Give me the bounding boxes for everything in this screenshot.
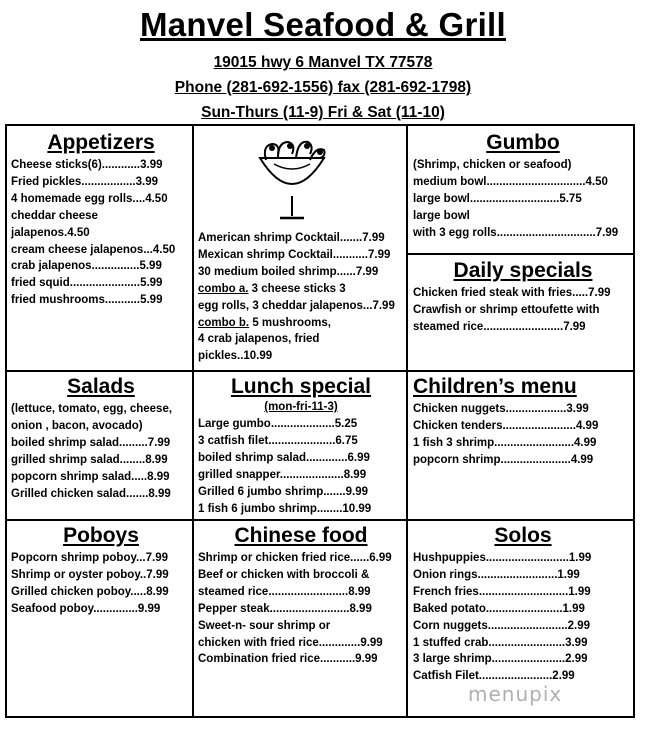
childrens-menu-title: Children’s menu	[413, 375, 577, 398]
menu-item: French fries............................1.99	[413, 585, 591, 598]
menu-item: 30 medium boiled shrimp......7.99	[198, 265, 379, 278]
lunch-special-hours: (mon-fri-11-3)	[264, 401, 338, 413]
menu-item: Corn nuggets.........................2.99	[413, 619, 591, 632]
grid-divider	[5, 370, 635, 372]
menu-item: pickles..10.99	[198, 350, 273, 363]
lunch-special-title: Lunch special	[230, 375, 372, 398]
salads-title: Salads	[67, 375, 135, 398]
menu-item: Mexican shrimp Cocktail...........7.99	[198, 248, 391, 261]
menu-item: Grilled chicken poboy.....8.99	[11, 585, 169, 598]
menu-item: medium bowl...............................4.50	[413, 175, 608, 188]
menu-item: Beef or chicken with broccoli &	[198, 568, 370, 581]
menu-item: Shrimp or oyster poboy..7.99	[11, 568, 169, 581]
menu-item: onion , bacon, avocado)	[11, 419, 143, 432]
restaurant-phone: Phone (281-692-1556) fax (281-692-1798)	[174, 79, 472, 96]
menu-item: Grilled 6 jumbo shrimp.......9.99	[198, 485, 368, 498]
menu-item: large bowl............................5.75	[413, 192, 582, 205]
menu-item: grilled shrimp salad........8.99	[11, 453, 168, 466]
menu-item: 1 fish 3 shrimp.........................4.99	[413, 436, 597, 449]
childrens-menu-section	[413, 375, 633, 469]
menu-item: Catfish Filet.......................2.99	[413, 670, 575, 683]
menu-item: cheddar cheese	[11, 209, 98, 222]
menu-item: (lettuce, tomato, egg, cheese,	[11, 403, 173, 415]
menu-item: Chicken nuggets...................3.99	[413, 403, 589, 415]
menu-item: 1 stuffed crab........................3.99	[413, 636, 588, 649]
menu-item: Chicken tenders.......................4.99	[413, 419, 599, 432]
menu-item: steamed rice.........................8.99	[198, 585, 371, 598]
combo-b-text: 5 mushrooms,	[249, 316, 331, 329]
menu-item: Crawfish or shrimp ettoufette with	[413, 303, 600, 316]
cocktails-section	[198, 134, 404, 365]
combo-a-label: combo a.	[198, 282, 249, 295]
menu-item: American shrimp Cocktail.......7.99	[198, 232, 385, 244]
menupix-watermark: menupix	[468, 682, 563, 706]
restaurant-hours: Sun-Thurs (11-9) Fri & Sat (11-10)	[201, 104, 445, 121]
menu-item: Fried pickles.................3.99	[11, 175, 159, 188]
menu-item: egg rolls, 3 cheddar jalapenos...7.99	[198, 299, 395, 312]
menu-item: 4 crab jalapenos, fried	[198, 333, 320, 346]
daily-specials-title: Daily specials	[453, 259, 593, 282]
menu-item: boiled shrimp salad.............6.99	[198, 451, 370, 464]
menu-item: Combination fried rice...........9.99	[198, 653, 378, 666]
menu-item: Sweet-n- sour shrimp or	[198, 619, 331, 632]
combo-b-label: combo b.	[198, 316, 250, 329]
menu-item: Chicken fried steak with fries.....7.99	[413, 287, 611, 299]
menu-item: 3 catfish filet.....................6.75	[198, 434, 358, 447]
poboys-title: Poboys	[63, 524, 139, 547]
cocktail-glass-icon	[252, 134, 332, 222]
menu-item: Baked potato........................1.99	[413, 602, 585, 615]
menu-item: fried mushrooms...........5.99	[11, 294, 163, 307]
menu-item: Pepper steak.........................8.99	[198, 602, 372, 615]
appetizers-section	[11, 131, 191, 309]
menu-item: popcorn shrimp......................4.99	[413, 453, 594, 466]
restaurant-name: Manvel Seafood & Grill	[139, 6, 506, 43]
menu-item: 3 large shrimp.......................2.99	[413, 653, 588, 666]
grid-divider	[406, 253, 635, 255]
solos-section	[413, 524, 633, 685]
menu-item: (Shrimp, chicken or seafood)	[413, 159, 572, 171]
grid-divider	[406, 124, 408, 718]
gumbo-section	[413, 131, 633, 242]
menu-item: cream cheese jalapenos...4.50	[11, 243, 176, 256]
menu-item: fried squid......................5.99	[11, 277, 163, 290]
menu-item: Seafood poboy..............9.99	[11, 602, 161, 615]
menu-item: jalapenos.4.50	[11, 226, 90, 239]
lunch-special-section	[198, 375, 404, 517]
menu-item: 1 fish 6 jumbo shrimp........10.99	[198, 502, 372, 515]
menu-item: chicken with fried rice.............9.99	[198, 636, 383, 649]
menu-item: Onion rings.........................1.99	[413, 568, 580, 581]
combo-b-line	[198, 315, 404, 332]
appetizers-title: Appetizers	[47, 131, 155, 154]
grid-divider	[5, 519, 635, 521]
menu-item: Large gumbo....................5.25	[198, 418, 358, 430]
menu-item: Shrimp or chicken fried rice......6.99	[198, 552, 392, 564]
restaurant-address: 19015 hwy 6 Manvel TX 77578	[213, 54, 433, 71]
poboys-section	[11, 524, 191, 618]
menu-item: Hushpuppies..........................1.99	[413, 552, 592, 564]
solos-title: Solos	[494, 524, 552, 547]
menu-item: grilled snapper....................8.99	[198, 468, 367, 481]
menu-item: Cheese sticks(6)............3.99	[11, 159, 163, 171]
menu-item: with 3 egg rolls...............................7.99	[413, 226, 619, 239]
combo-a-line	[198, 281, 404, 298]
menu-item: popcorn shrimp salad.....8.99	[11, 470, 170, 483]
chinese-food-section	[198, 524, 404, 668]
chinese-food-title: Chinese food	[234, 524, 368, 547]
combo-a-text: 3 cheese sticks 3	[248, 282, 346, 295]
salads-section	[11, 375, 191, 502]
grid-divider	[192, 124, 194, 718]
menu-item: Grilled chicken salad.......8.99	[11, 487, 171, 500]
gumbo-title: Gumbo	[486, 131, 560, 154]
menu-item: Popcorn shrimp poboy...7.99	[11, 552, 168, 564]
menu-item: 4 homemade egg rolls....4.50	[11, 192, 168, 205]
menu-item: large bowl	[413, 209, 470, 222]
menu-item: crab jalapenos...............5.99	[11, 260, 162, 273]
menu-item: boiled shrimp salad.........7.99	[11, 436, 171, 449]
menu-item: steamed rice.........................7.99	[413, 320, 586, 333]
daily-specials-section	[413, 259, 633, 336]
